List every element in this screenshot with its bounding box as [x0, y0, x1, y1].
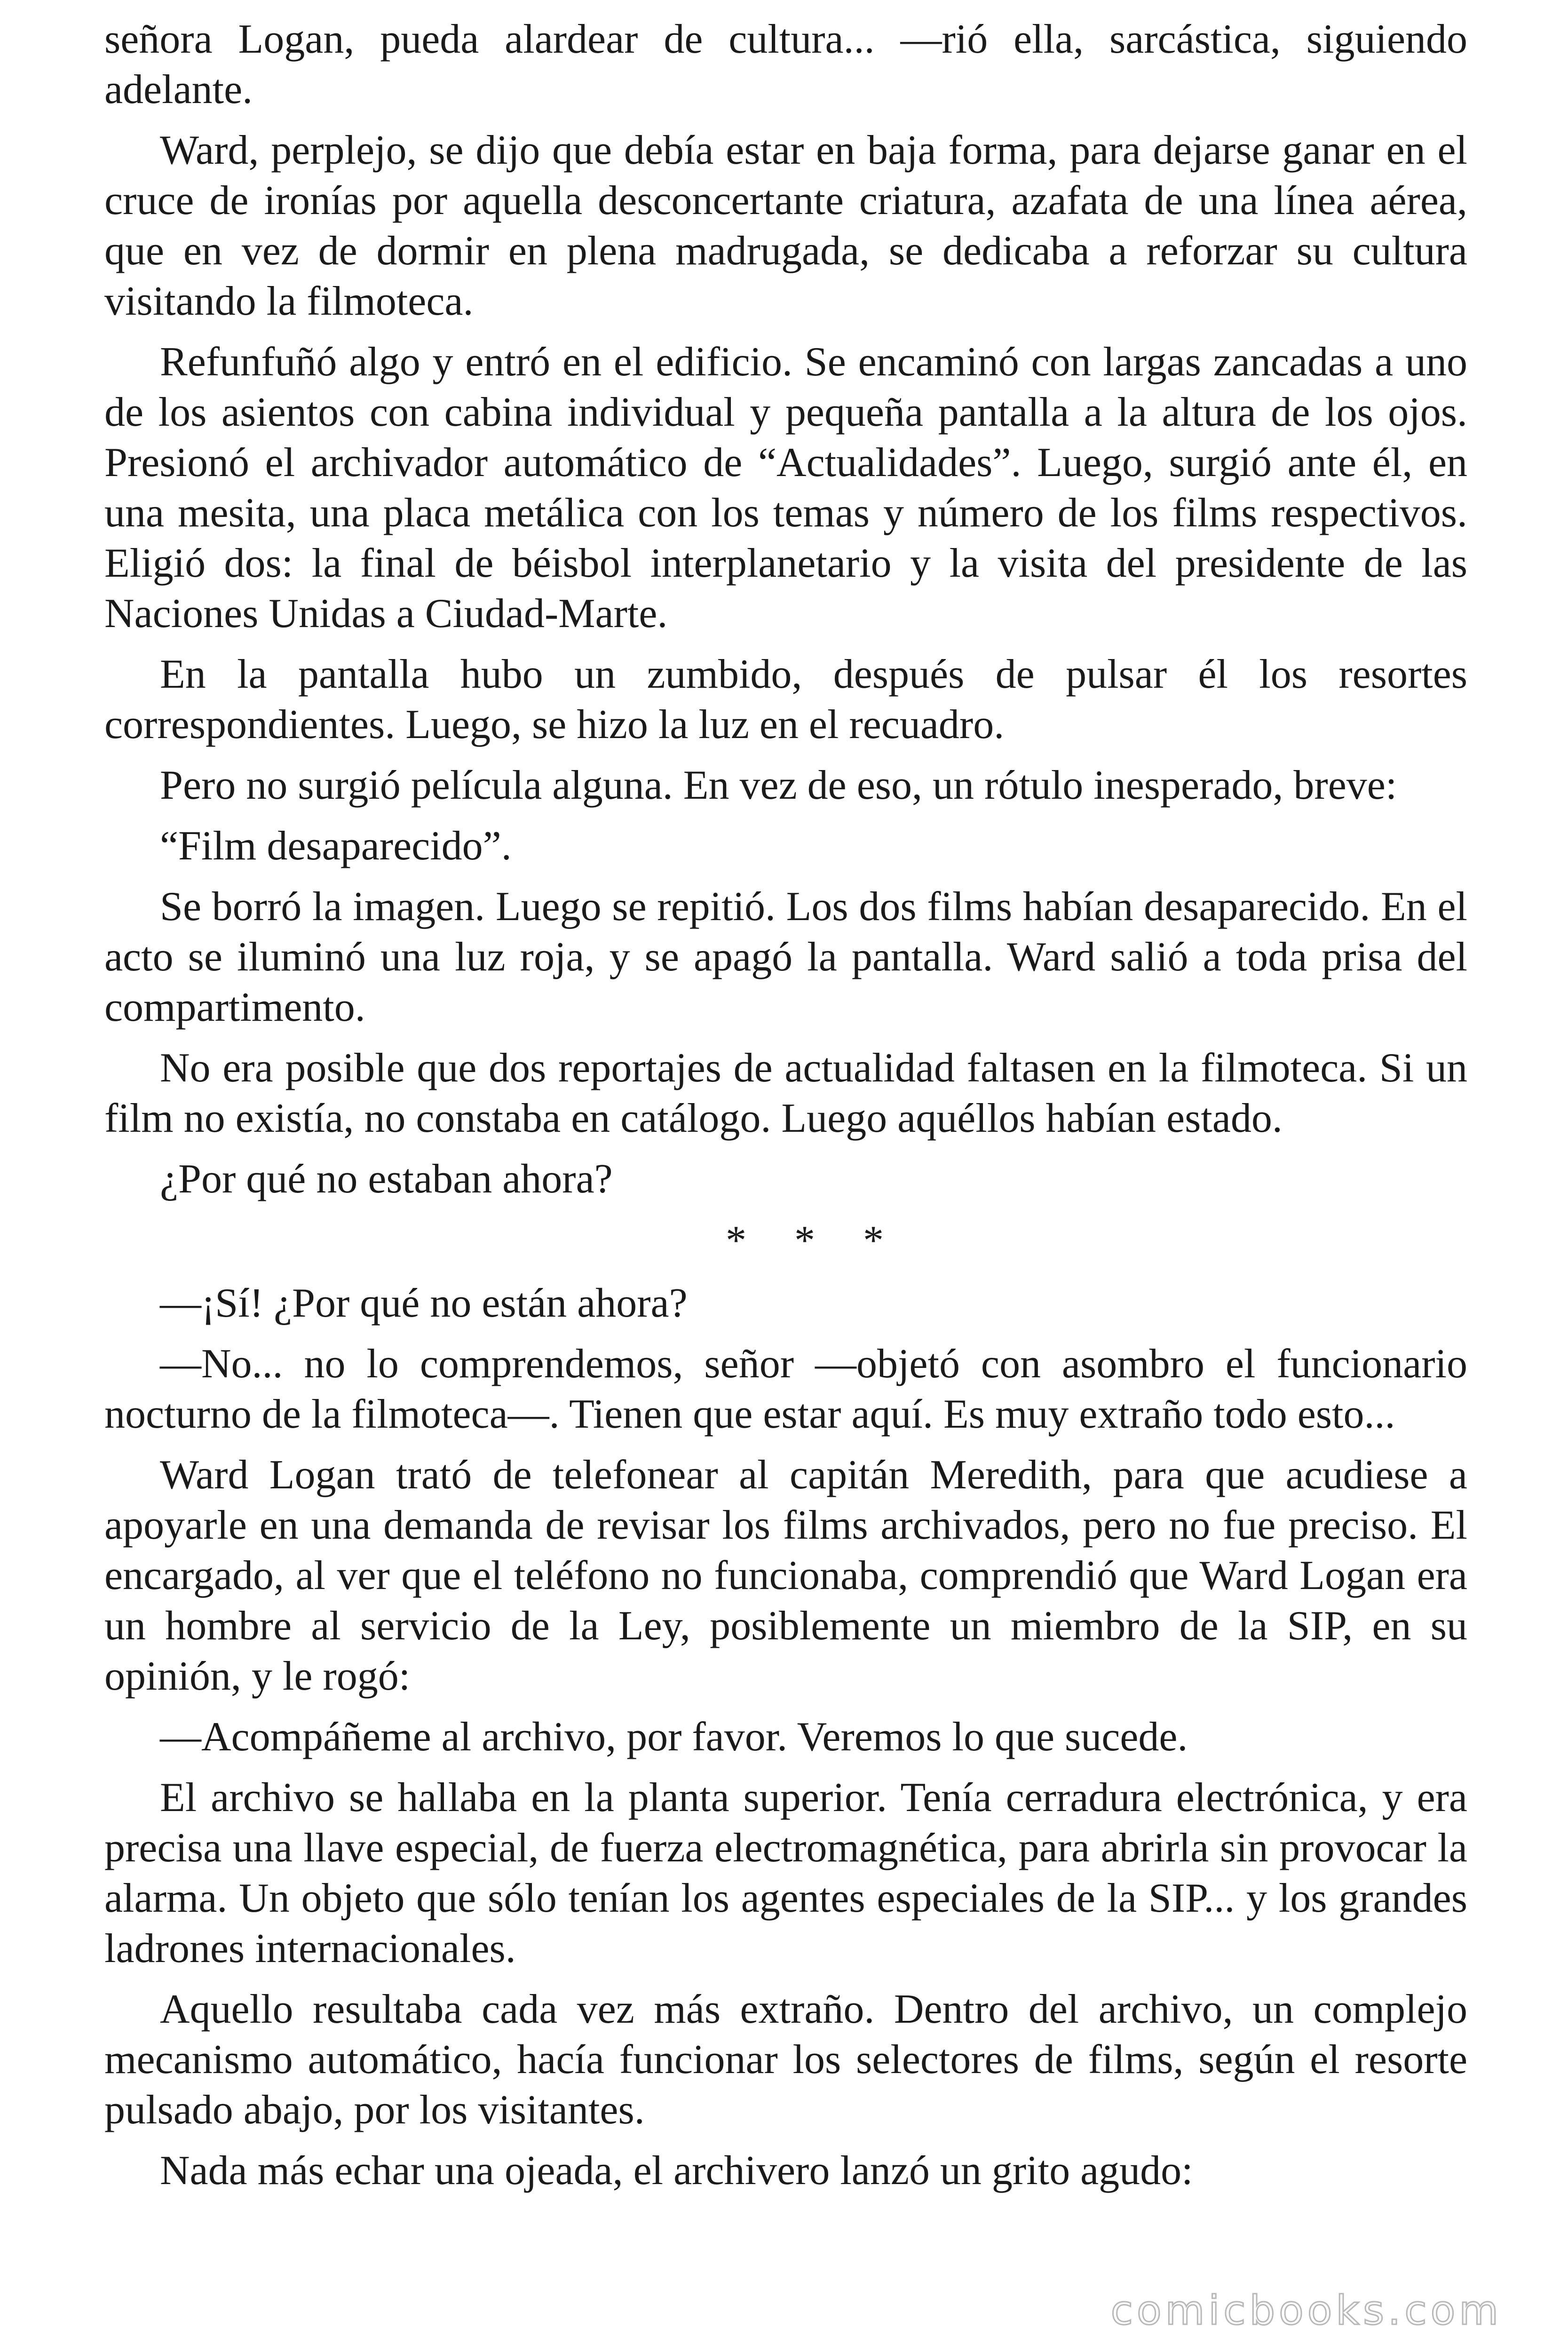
paragraph: —No... no lo comprendemos, señor —objetó con asombro el funcionario nocturno de la filmoteca—. Tienen que estar aquí. Es muy extraño todo esto... — [104, 1341, 1467, 1437]
paragraph: Ward Logan trató de telefonear al capitán Meredith, para que acudiese a apoyarle en una demanda de revisar los films archivados, pero no fue preciso. El encargado, al ver que el teléfono no funcionaba, comprendió que Ward Logan era un hombre al servicio de la Ley, posiblemente un miembro de la SIP, en su opinión, y le rogó: — [104, 1452, 1467, 1699]
paragraph: Ward, perplejo, se dijo que debía estar en baja forma, para dejarse ganar en el cruce de ironías por aquella desconcertante criatura, azafata de una línea aérea, que en vez de dormir en plena madrugada, se dedicaba a reforzar su cultura visitando la filmoteca. — [104, 127, 1467, 324]
paragraph: Refunfuñó algo y entró en el edificio. Se encaminó con largas zancadas a uno de los asientos con cabina individual y pequeña pantalla a la altura de los ojos. Presionó el archivador automático de “Actualidades”. Luego, surgió ante él, en una mesita, una placa metálica con los temas y número de los films respectivos. Eligió dos: la final de béisbol interplanetario y la visita del presidente de las Naciones Unidas a Ciudad-Marte. — [104, 339, 1467, 636]
paragraph: —¡Sí! ¿Por qué no están ahora? — [160, 1280, 688, 1326]
paragraph: No era posible que dos reportajes de actualidad faltasen en la filmoteca. Si un film no existía, no constaba en catálogo. Luego aquéllos habían estado. — [104, 1045, 1467, 1141]
paragraph: El archivo se hallaba en la planta superior. Tenía cerradura electrónica, y era precisa una llave especial, de fuerza electromagnética, para abrirla sin provocar la alarma. Un objeto que sólo tenían los agentes especiales de la SIP... y los grandes ladrones internacionales. — [104, 1775, 1467, 1971]
body-text — [104, 14, 1467, 2206]
paragraph: —Acompáñeme al archivo, por favor. Veremos lo que sucede. — [160, 1714, 1188, 1760]
paragraph: Aquello resultaba cada vez más extraño. Dentro del archivo, un complejo mecanismo automático, hacía funcionar los selectores de films, según el resorte pulsado abajo, por los visitantes. — [104, 1986, 1467, 2133]
watermark: comicbooks.com — [1110, 2287, 1502, 2334]
paragraph: Nada más echar una ojeada, el archivero lanzó un grito agudo: — [160, 2148, 1193, 2193]
paragraph: En la pantalla hubo un zumbido, después de pulsar él los resortes correspondientes. Luego, se hizo la luz en el recuadro. — [104, 652, 1467, 747]
section-separator: * * * — [726, 1218, 884, 1263]
paragraph: “Film desaparecido”. — [160, 823, 512, 869]
paragraph: Se borró la imagen. Luego se repitió. Los dos films habían desaparecido. En el acto se iluminó una luz roja, y se apagó la pantalla. Ward salió a toda prisa del compartimento. — [104, 884, 1467, 1030]
paragraph: Pero no surgió película alguna. En vez de eso, un rótulo inesperado, breve: — [160, 763, 1397, 808]
paragraph: señora Logan, pueda alardear de cultura... —rió ella, sarcástica, siguiendo adelante. — [104, 16, 1467, 112]
paragraph: ¿Por qué no estaban ahora? — [160, 1156, 613, 1202]
